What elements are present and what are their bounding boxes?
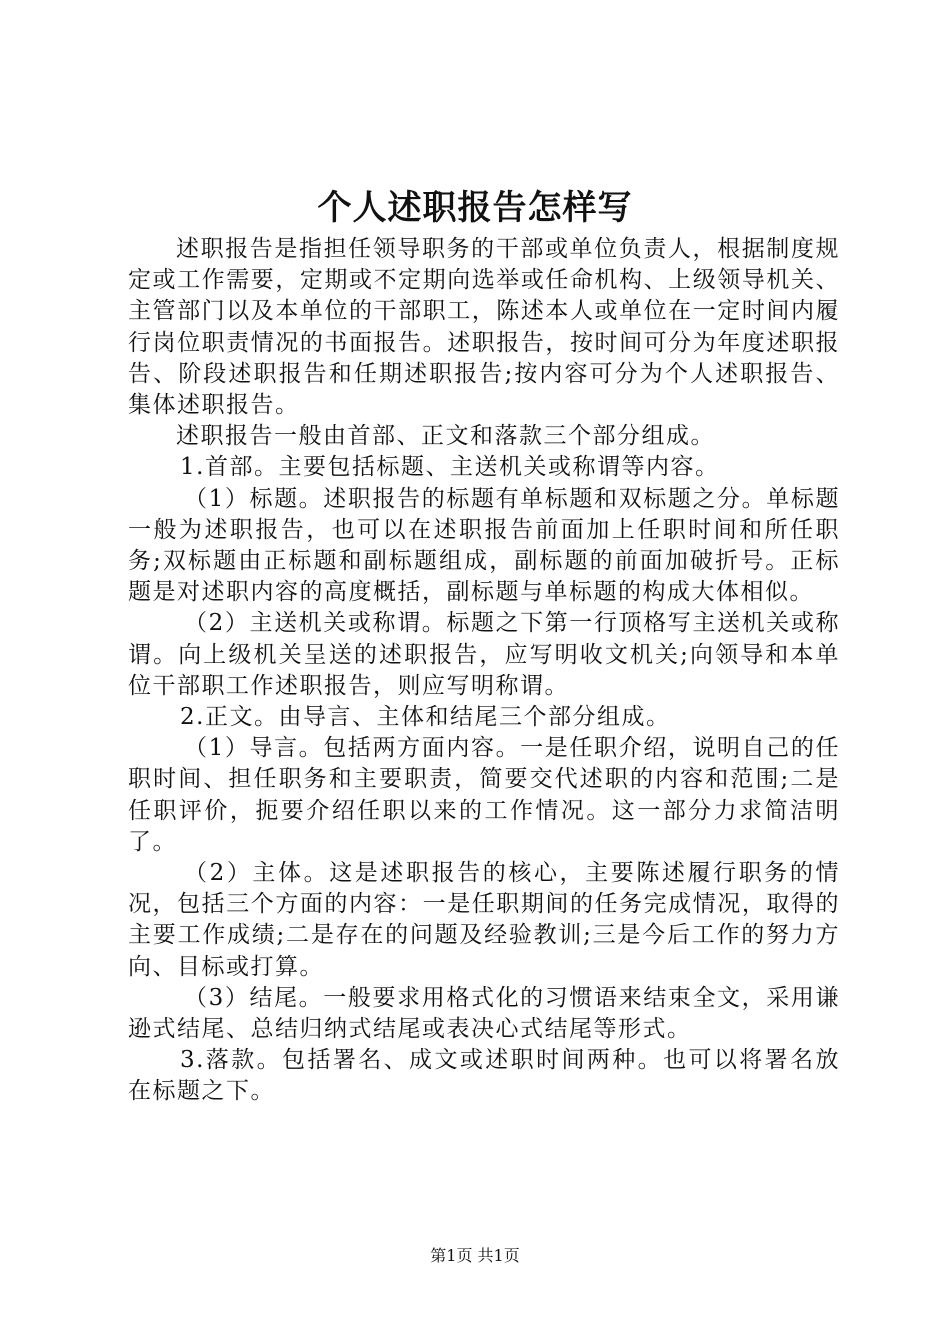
paragraph-header-section: 1.首部。主要包括标题、主送机关或称谓等内容。	[180, 454, 720, 481]
document-body	[128, 234, 840, 1108]
page-number-footer: 第1页 共1页	[430, 1246, 520, 1265]
paragraph-structure: 述职报告一般由首部、正文和落款三个部分组成。	[176, 423, 715, 450]
paragraph-main-section: 2.正文。由导言、主体和结尾三个部分组成。	[180, 704, 671, 731]
document-title: 个人述职报告怎样写	[317, 188, 633, 228]
paragraph-signature-section: 3.落款。包括署名、成文或述职时间两种。也可以将署名放在标题之下。	[128, 1047, 840, 1105]
paragraph-main-body: （2）主体。这是述职报告的核心，主要陈述履行职务的情况，包括三个方面的内容：一是任职期间的任务完成情况，取得的主要工作成绩;二是存在的问题及经验教训;三是今后工作的努力方向、目标或打算。	[128, 860, 840, 980]
paragraph-recipient: （2）主送机关或称谓。标题之下第一行顶格写主送机关或称谓。向上级机关呈送的述职报告，应写明收文机关;向领导和本单位干部职工作述职报告，则应写明称谓。	[128, 610, 840, 699]
paragraph-intro: 述职报告是指担任领导职务的干部或单位负责人，根据制度规定或工作需要，定期或不定期向选举或任命机构、上级领导机关、主管部门以及本单位的干部职工，陈述本人或单位在一定时间内履行岗位职责情况的书面报告。述职报告，按时间可分为年度述职报告、阶段述职报告和任期述职报告;按内容可分为个人述职报告、集体述职报告。	[128, 236, 840, 419]
paragraph-title: （1）标题。述职报告的标题有单标题和双标题之分。单标题一般为述职报告，也可以在述职报告前面加上任职时间和所任职务;双标题由正标题和副标题组成，副标题的前面加破折号。正标题是对述职内容的高度概括，副标题与单标题的构成大体相似。	[128, 485, 840, 606]
paragraph-ending: （3）结尾。一般要求用格式化的习惯语来结束全文，采用谦逊式结尾、总结归纳式结尾或表决心式结尾等形式。	[128, 984, 840, 1043]
paragraph-introduction: （1）导言。包括两方面内容。一是任职介绍，说明自己的任职时间、担任职务和主要职责，简要交代述职的内容和范围;二是任职评价，扼要介绍任职以来的工作情况。这一部分力求简洁明了。	[128, 735, 840, 855]
